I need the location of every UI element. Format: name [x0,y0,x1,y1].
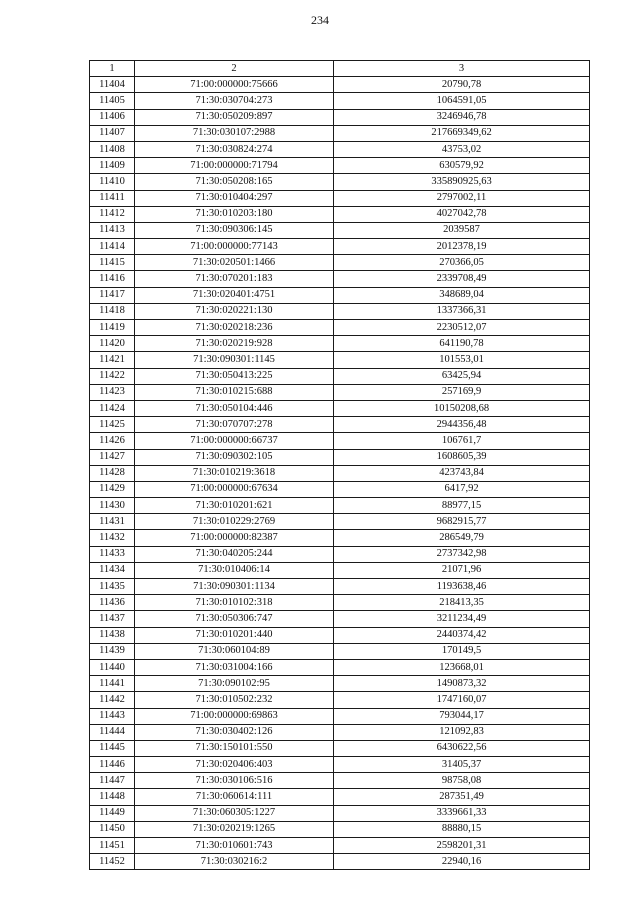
table-row [90,530,590,546]
cadastral-number-cell: 71:30:090306:145 [135,222,334,238]
cadastral-number-cell: 71:30:030106:516 [135,773,334,789]
value-cell: 101553,01 [334,352,590,368]
table-row [90,417,590,433]
row-number-cell: 11434 [90,562,135,578]
table-row [90,336,590,352]
row-number-cell: 11420 [90,336,135,352]
row-number-cell: 11451 [90,838,135,854]
cadastral-number-cell: 71:00:000000:69863 [135,708,334,724]
table-row [90,854,590,870]
value-cell: 2598201,31 [334,838,590,854]
table-header [90,61,590,77]
value-cell: 31405,37 [334,757,590,773]
value-cell: 2737342,98 [334,546,590,562]
cadastral-number-cell: 71:30:070707:278 [135,417,334,433]
value-cell: 20790,78 [334,77,590,93]
row-number-cell: 11415 [90,255,135,271]
cadastral-number-cell: 71:30:050209:897 [135,109,334,125]
value-cell: 423743,84 [334,465,590,481]
value-cell: 22940,16 [334,854,590,870]
value-cell: 10150208,68 [334,400,590,416]
row-number-cell: 11424 [90,400,135,416]
value-cell: 3211234,49 [334,611,590,627]
table-row [90,821,590,837]
cadastral-number-cell: 71:30:020406:403 [135,757,334,773]
value-cell: 88880,15 [334,821,590,837]
cadastral-number-cell: 71:30:050306:747 [135,611,334,627]
row-number-cell: 11416 [90,271,135,287]
row-number-cell: 11407 [90,125,135,141]
cadastral-number-cell: 71:30:030107:2988 [135,125,334,141]
cadastral-number-cell: 71:30:010201:440 [135,627,334,643]
row-number-cell: 11432 [90,530,135,546]
row-number-cell: 11414 [90,239,135,255]
table-row [90,838,590,854]
table-row [90,611,590,627]
row-number-cell: 11428 [90,465,135,481]
cadastral-number-cell: 71:30:020219:928 [135,336,334,352]
table-row [90,255,590,271]
row-number-cell: 11441 [90,676,135,692]
value-cell: 3246946,78 [334,109,590,125]
value-cell: 335890925,63 [334,174,590,190]
table-row [90,659,590,675]
row-number-cell: 11449 [90,805,135,821]
row-number-cell: 11423 [90,384,135,400]
cadastral-number-cell: 71:30:070201:183 [135,271,334,287]
row-number-cell: 11442 [90,692,135,708]
value-cell: 2339708,49 [334,271,590,287]
cadastral-number-cell: 71:30:030402:126 [135,724,334,740]
table-row [90,93,590,109]
value-cell: 348689,04 [334,287,590,303]
table-row [90,141,590,157]
table-row [90,757,590,773]
table-row [90,627,590,643]
row-number-cell: 11422 [90,368,135,384]
table-row [90,676,590,692]
table-row [90,643,590,659]
column-header-3: 3 [334,61,590,77]
value-cell: 98758,08 [334,773,590,789]
table-row [90,352,590,368]
table-row [90,805,590,821]
value-cell: 106761,7 [334,433,590,449]
table-row [90,158,590,174]
cadastral-number-cell: 71:00:000000:75666 [135,77,334,93]
cadastral-number-cell: 71:30:010201:621 [135,498,334,514]
cadastral-number-cell: 71:30:030704:273 [135,93,334,109]
table-row [90,465,590,481]
table-row [90,239,590,255]
cadastral-number-cell: 71:30:040205:244 [135,546,334,562]
value-cell: 1747160,07 [334,692,590,708]
row-number-cell: 11406 [90,109,135,125]
value-cell: 287351,49 [334,789,590,805]
row-number-cell: 11405 [90,93,135,109]
value-cell: 3339661,33 [334,805,590,821]
column-header-2: 2 [135,61,334,77]
cadastral-number-cell: 71:30:060305:1227 [135,805,334,821]
row-number-cell: 11412 [90,206,135,222]
value-cell: 1337366,31 [334,303,590,319]
value-cell: 63425,94 [334,368,590,384]
value-cell: 2039587 [334,222,590,238]
table-row [90,77,590,93]
table-row [90,206,590,222]
value-cell: 1193638,46 [334,579,590,595]
cadastral-number-cell: 71:30:020221:130 [135,303,334,319]
value-cell: 1064591,05 [334,93,590,109]
cadastral-number-cell: 71:30:060614:111 [135,789,334,805]
cadastral-number-cell: 71:30:010229:2769 [135,514,334,530]
cadastral-number-cell: 71:30:010219:3618 [135,465,334,481]
row-number-cell: 11448 [90,789,135,805]
table-row [90,125,590,141]
value-cell: 1608605,39 [334,449,590,465]
value-cell: 4027042,78 [334,206,590,222]
value-cell: 123668,01 [334,659,590,675]
value-cell: 2230512,07 [334,320,590,336]
value-cell: 793044,17 [334,708,590,724]
row-number-cell: 11439 [90,643,135,659]
table-row [90,190,590,206]
cadastral-number-cell: 71:00:000000:67634 [135,481,334,497]
cadastral-number-cell: 71:00:000000:71794 [135,158,334,174]
cadastral-number-cell: 71:30:010215:688 [135,384,334,400]
table-row [90,287,590,303]
row-number-cell: 11409 [90,158,135,174]
row-number-cell: 11421 [90,352,135,368]
row-number-cell: 11445 [90,740,135,756]
table-row [90,433,590,449]
value-cell: 121092,83 [334,724,590,740]
cadastral-number-cell: 71:30:020401:4751 [135,287,334,303]
cadastral-number-cell: 71:00:000000:82387 [135,530,334,546]
row-number-cell: 11436 [90,595,135,611]
cadastral-number-cell: 71:30:030824:274 [135,141,334,157]
table-row [90,579,590,595]
row-number-cell: 11452 [90,854,135,870]
table-row [90,271,590,287]
value-cell: 2797002,11 [334,190,590,206]
cadastral-number-cell: 71:30:050413:225 [135,368,334,384]
cadastral-number-cell: 71:00:000000:66737 [135,433,334,449]
cadastral-number-cell: 71:30:020501:1466 [135,255,334,271]
cadastral-number-cell: 71:30:020218:236 [135,320,334,336]
cadastral-number-cell: 71:30:010404:297 [135,190,334,206]
row-number-cell: 11446 [90,757,135,773]
table-row [90,546,590,562]
row-number-cell: 11408 [90,141,135,157]
table-row [90,498,590,514]
row-number-cell: 11447 [90,773,135,789]
row-number-cell: 11425 [90,417,135,433]
value-cell: 6430622,56 [334,740,590,756]
row-number-cell: 11435 [90,579,135,595]
value-cell: 218413,35 [334,595,590,611]
cadastral-number-cell: 71:30:050104:446 [135,400,334,416]
value-cell: 2944356,48 [334,417,590,433]
table-body [90,77,590,870]
row-number-cell: 11426 [90,433,135,449]
cadastral-number-cell: 71:30:010406:14 [135,562,334,578]
row-number-cell: 11440 [90,659,135,675]
cadastral-number-cell: 71:30:010102:318 [135,595,334,611]
cadastral-number-cell: 71:30:060104:89 [135,643,334,659]
row-number-cell: 11413 [90,222,135,238]
value-cell: 257169,9 [334,384,590,400]
column-header-1: 1 [90,61,135,77]
row-number-cell: 11404 [90,77,135,93]
row-number-cell: 11411 [90,190,135,206]
cadastral-number-cell: 71:30:031004:166 [135,659,334,675]
cadastral-number-cell: 71:30:150101:550 [135,740,334,756]
table-row [90,368,590,384]
table-row [90,740,590,756]
table-row [90,174,590,190]
row-number-cell: 11419 [90,320,135,336]
row-number-cell: 11410 [90,174,135,190]
cadastral-number-cell: 71:30:090302:105 [135,449,334,465]
cadastral-number-cell: 71:30:030216:2 [135,854,334,870]
cadastral-number-cell: 71:30:050208:165 [135,174,334,190]
cadastral-number-cell: 71:00:000000:77143 [135,239,334,255]
value-cell: 2440374,42 [334,627,590,643]
table-row [90,692,590,708]
table-row [90,708,590,724]
row-number-cell: 11450 [90,821,135,837]
table-row [90,449,590,465]
value-cell: 9682915,77 [334,514,590,530]
value-cell: 630579,92 [334,158,590,174]
value-cell: 1490873,32 [334,676,590,692]
cadastral-number-cell: 71:30:090301:1145 [135,352,334,368]
row-number-cell: 11433 [90,546,135,562]
value-cell: 6417,92 [334,481,590,497]
row-number-cell: 11443 [90,708,135,724]
table-row [90,400,590,416]
table-row [90,789,590,805]
cadastral-number-cell: 71:30:090102:95 [135,676,334,692]
table-row [90,320,590,336]
value-cell: 21071,96 [334,562,590,578]
table-row [90,595,590,611]
row-number-cell: 11427 [90,449,135,465]
table-row [90,222,590,238]
value-cell: 641190,78 [334,336,590,352]
table-row [90,303,590,319]
row-number-cell: 11431 [90,514,135,530]
cadastral-number-cell: 71:30:090301:1134 [135,579,334,595]
cadastral-number-cell: 71:30:010203:180 [135,206,334,222]
value-cell: 270366,05 [334,255,590,271]
table-row [90,481,590,497]
cadastral-number-cell: 71:30:020219:1265 [135,821,334,837]
value-cell: 2012378,19 [334,239,590,255]
row-number-cell: 11418 [90,303,135,319]
cadastral-number-cell: 71:30:010601:743 [135,838,334,854]
table-row [90,773,590,789]
row-number-cell: 11417 [90,287,135,303]
row-number-cell: 11438 [90,627,135,643]
value-cell: 88977,15 [334,498,590,514]
value-cell: 43753,02 [334,141,590,157]
header-row [90,61,590,77]
value-cell: 286549,79 [334,530,590,546]
row-number-cell: 11437 [90,611,135,627]
table-row [90,109,590,125]
registry-table [89,60,590,870]
value-cell: 217669349,62 [334,125,590,141]
row-number-cell: 11444 [90,724,135,740]
table-row [90,724,590,740]
row-number-cell: 11429 [90,481,135,497]
row-number-cell: 11430 [90,498,135,514]
table-row [90,514,590,530]
page-number: 234 [311,13,329,27]
cadastral-number-cell: 71:30:010502:232 [135,692,334,708]
value-cell: 170149,5 [334,643,590,659]
table-row [90,384,590,400]
table-row [90,562,590,578]
